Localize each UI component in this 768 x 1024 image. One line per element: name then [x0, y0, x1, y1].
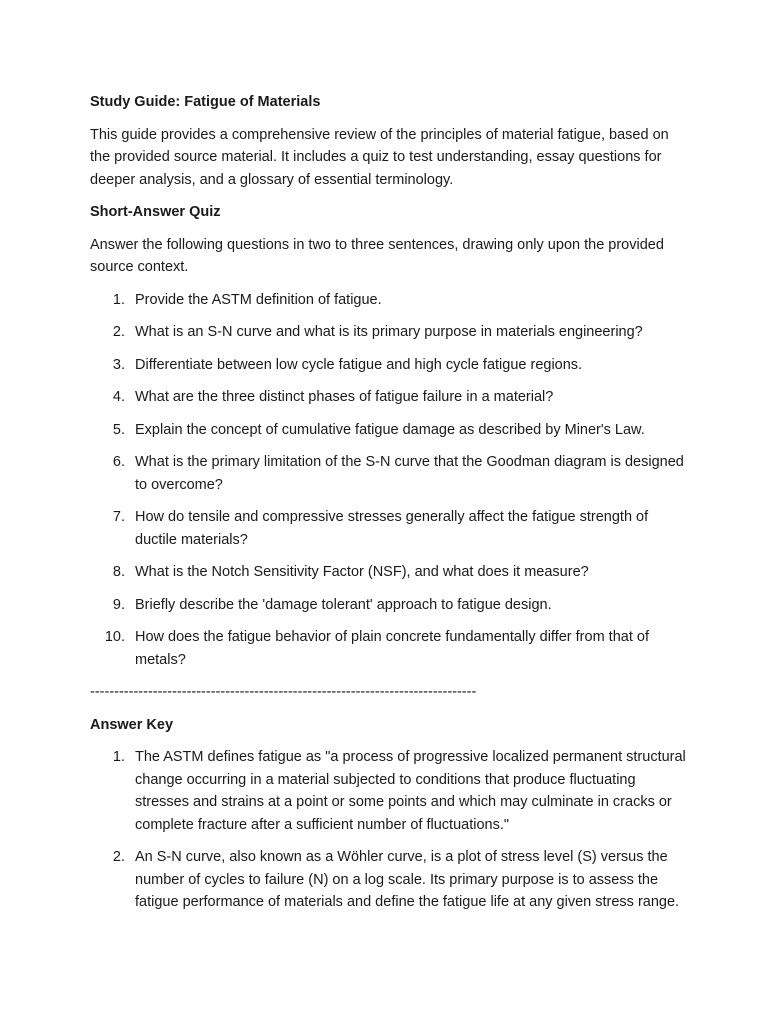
quiz-instructions: Answer the following questions in two to three sentences, drawing only upon the provided source context.: [90, 236, 664, 275]
intro-paragraph: This guide provides a comprehensive review of the principles of material fatigue, based on the provided source material. It includes a quiz to test understanding, essay questions for deeper analysis, and a glossary of essential terminology.: [90, 126, 669, 188]
answer-list: [90, 746, 690, 914]
answer-text: An S-N curve, also known as a Wöhler curve, is a plot of stress level (S) versus the number of cycles to failure (N) on a log scale. Its primary purpose is to assess the fatigue performance of materials and define the fatigue life at any given stress range.: [135, 849, 680, 910]
question-number: 1.: [112, 291, 125, 308]
question-text: How does the fatigue behavior of plain concrete fundamentally differ from that of metals?: [135, 629, 649, 668]
question-text: Briefly describe the 'damage tolerant' approach to fatigue design.: [135, 596, 552, 613]
question-number: 4.: [112, 389, 125, 405]
quiz-question: [90, 289, 690, 312]
quiz-question: [90, 506, 690, 551]
answer-number: 2.: [112, 849, 125, 865]
question-number: 5.: [112, 421, 125, 438]
answer-text: The ASTM defines fatigue as "a process of progressive localized permanent structural change occurring in a material subjected to conditions that produce fluctuating stresses and strains at a point or some points and which may culminate in cracks or complete fracture after a sufficient number of fluctuations.": [135, 749, 686, 833]
quiz-question: [90, 451, 690, 496]
quiz-heading: Short-Answer Quiz: [90, 204, 221, 220]
question-text: What is an S-N curve and what is its primary purpose in materials engineering?: [135, 324, 643, 340]
document-title: Study Guide: Fatigue of Materials: [90, 94, 321, 110]
answer-number: 1.: [112, 749, 125, 765]
quiz-question: [90, 419, 690, 442]
answer-item: [90, 746, 690, 836]
answer-key-heading: Answer Key: [90, 716, 174, 733]
question-text: Differentiate between low cycle fatigue and high cycle fatigue regions.: [135, 356, 583, 373]
quiz-question: [90, 386, 690, 409]
quiz-question: [90, 354, 690, 377]
question-number: 8.: [112, 564, 125, 580]
quiz-question: [90, 561, 690, 584]
document-page: [90, 91, 690, 924]
question-text: What is the primary limitation of the S-N curve that the Goodman diagram is designed to overcome?: [135, 454, 684, 493]
quiz-question: [90, 321, 690, 344]
quiz-question-list: [90, 289, 690, 672]
quiz-question: [90, 594, 690, 617]
question-number: 6.: [112, 454, 125, 470]
quiz-question: [90, 626, 690, 671]
question-number: 7.: [112, 509, 125, 525]
section-divider: --------------------------------------------------------------------------------: [90, 684, 477, 700]
question-number: 2.: [112, 324, 125, 340]
answer-item: [90, 846, 690, 914]
question-text: Explain the concept of cumulative fatigue damage as described by Miner's Law.: [135, 421, 645, 438]
question-number: 10.: [104, 629, 125, 645]
question-text: What are the three distinct phases of fatigue failure in a material?: [135, 389, 554, 405]
question-text: What is the Notch Sensitivity Factor (NSF), and what does it measure?: [135, 564, 589, 580]
question-number: 9.: [112, 596, 125, 613]
question-text: How do tensile and compressive stresses generally affect the fatigue strength of ductile materials?: [135, 509, 649, 548]
question-text: Provide the ASTM definition of fatigue.: [135, 291, 382, 308]
question-number: 3.: [112, 356, 125, 373]
